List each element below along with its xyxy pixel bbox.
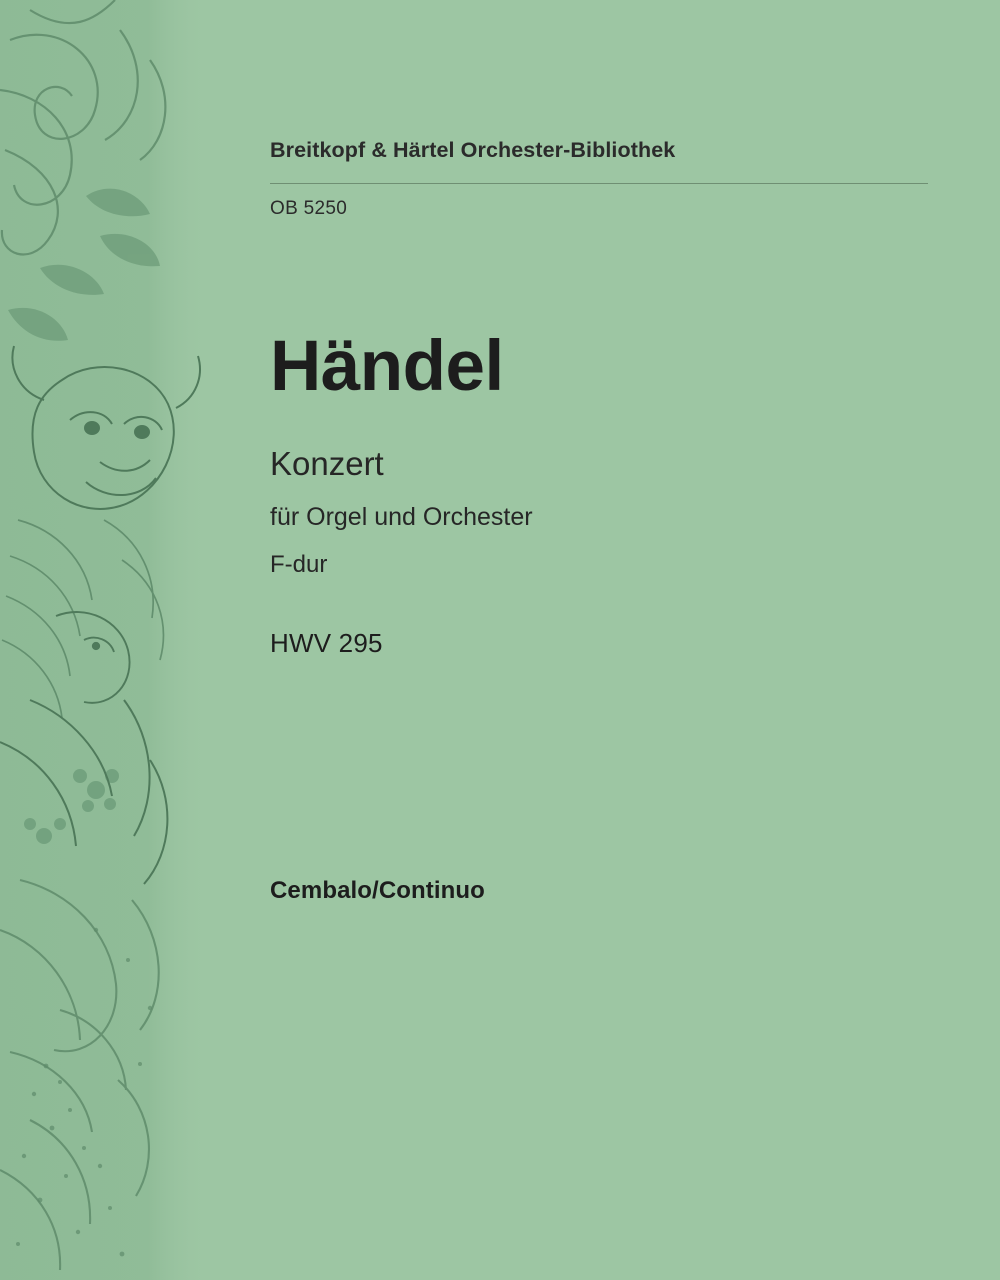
catalog-number: OB 5250: [270, 198, 348, 219]
composer-name: Händel: [270, 327, 504, 406]
part-name: Cembalo/Continuo: [270, 877, 485, 904]
header-divider: [270, 183, 928, 184]
work-subtitle: für Orgel und Orchester: [270, 503, 533, 531]
catalogue-id: HWV 295: [270, 628, 383, 658]
work-key: F-dur: [270, 551, 328, 578]
cover-content: [270, 0, 930, 1280]
work-title: Konzert: [270, 445, 384, 482]
ornament-band: [0, 0, 222, 1280]
publisher-series-title: Breitkopf & Härtel Orchester-Bibliothek: [270, 138, 676, 162]
